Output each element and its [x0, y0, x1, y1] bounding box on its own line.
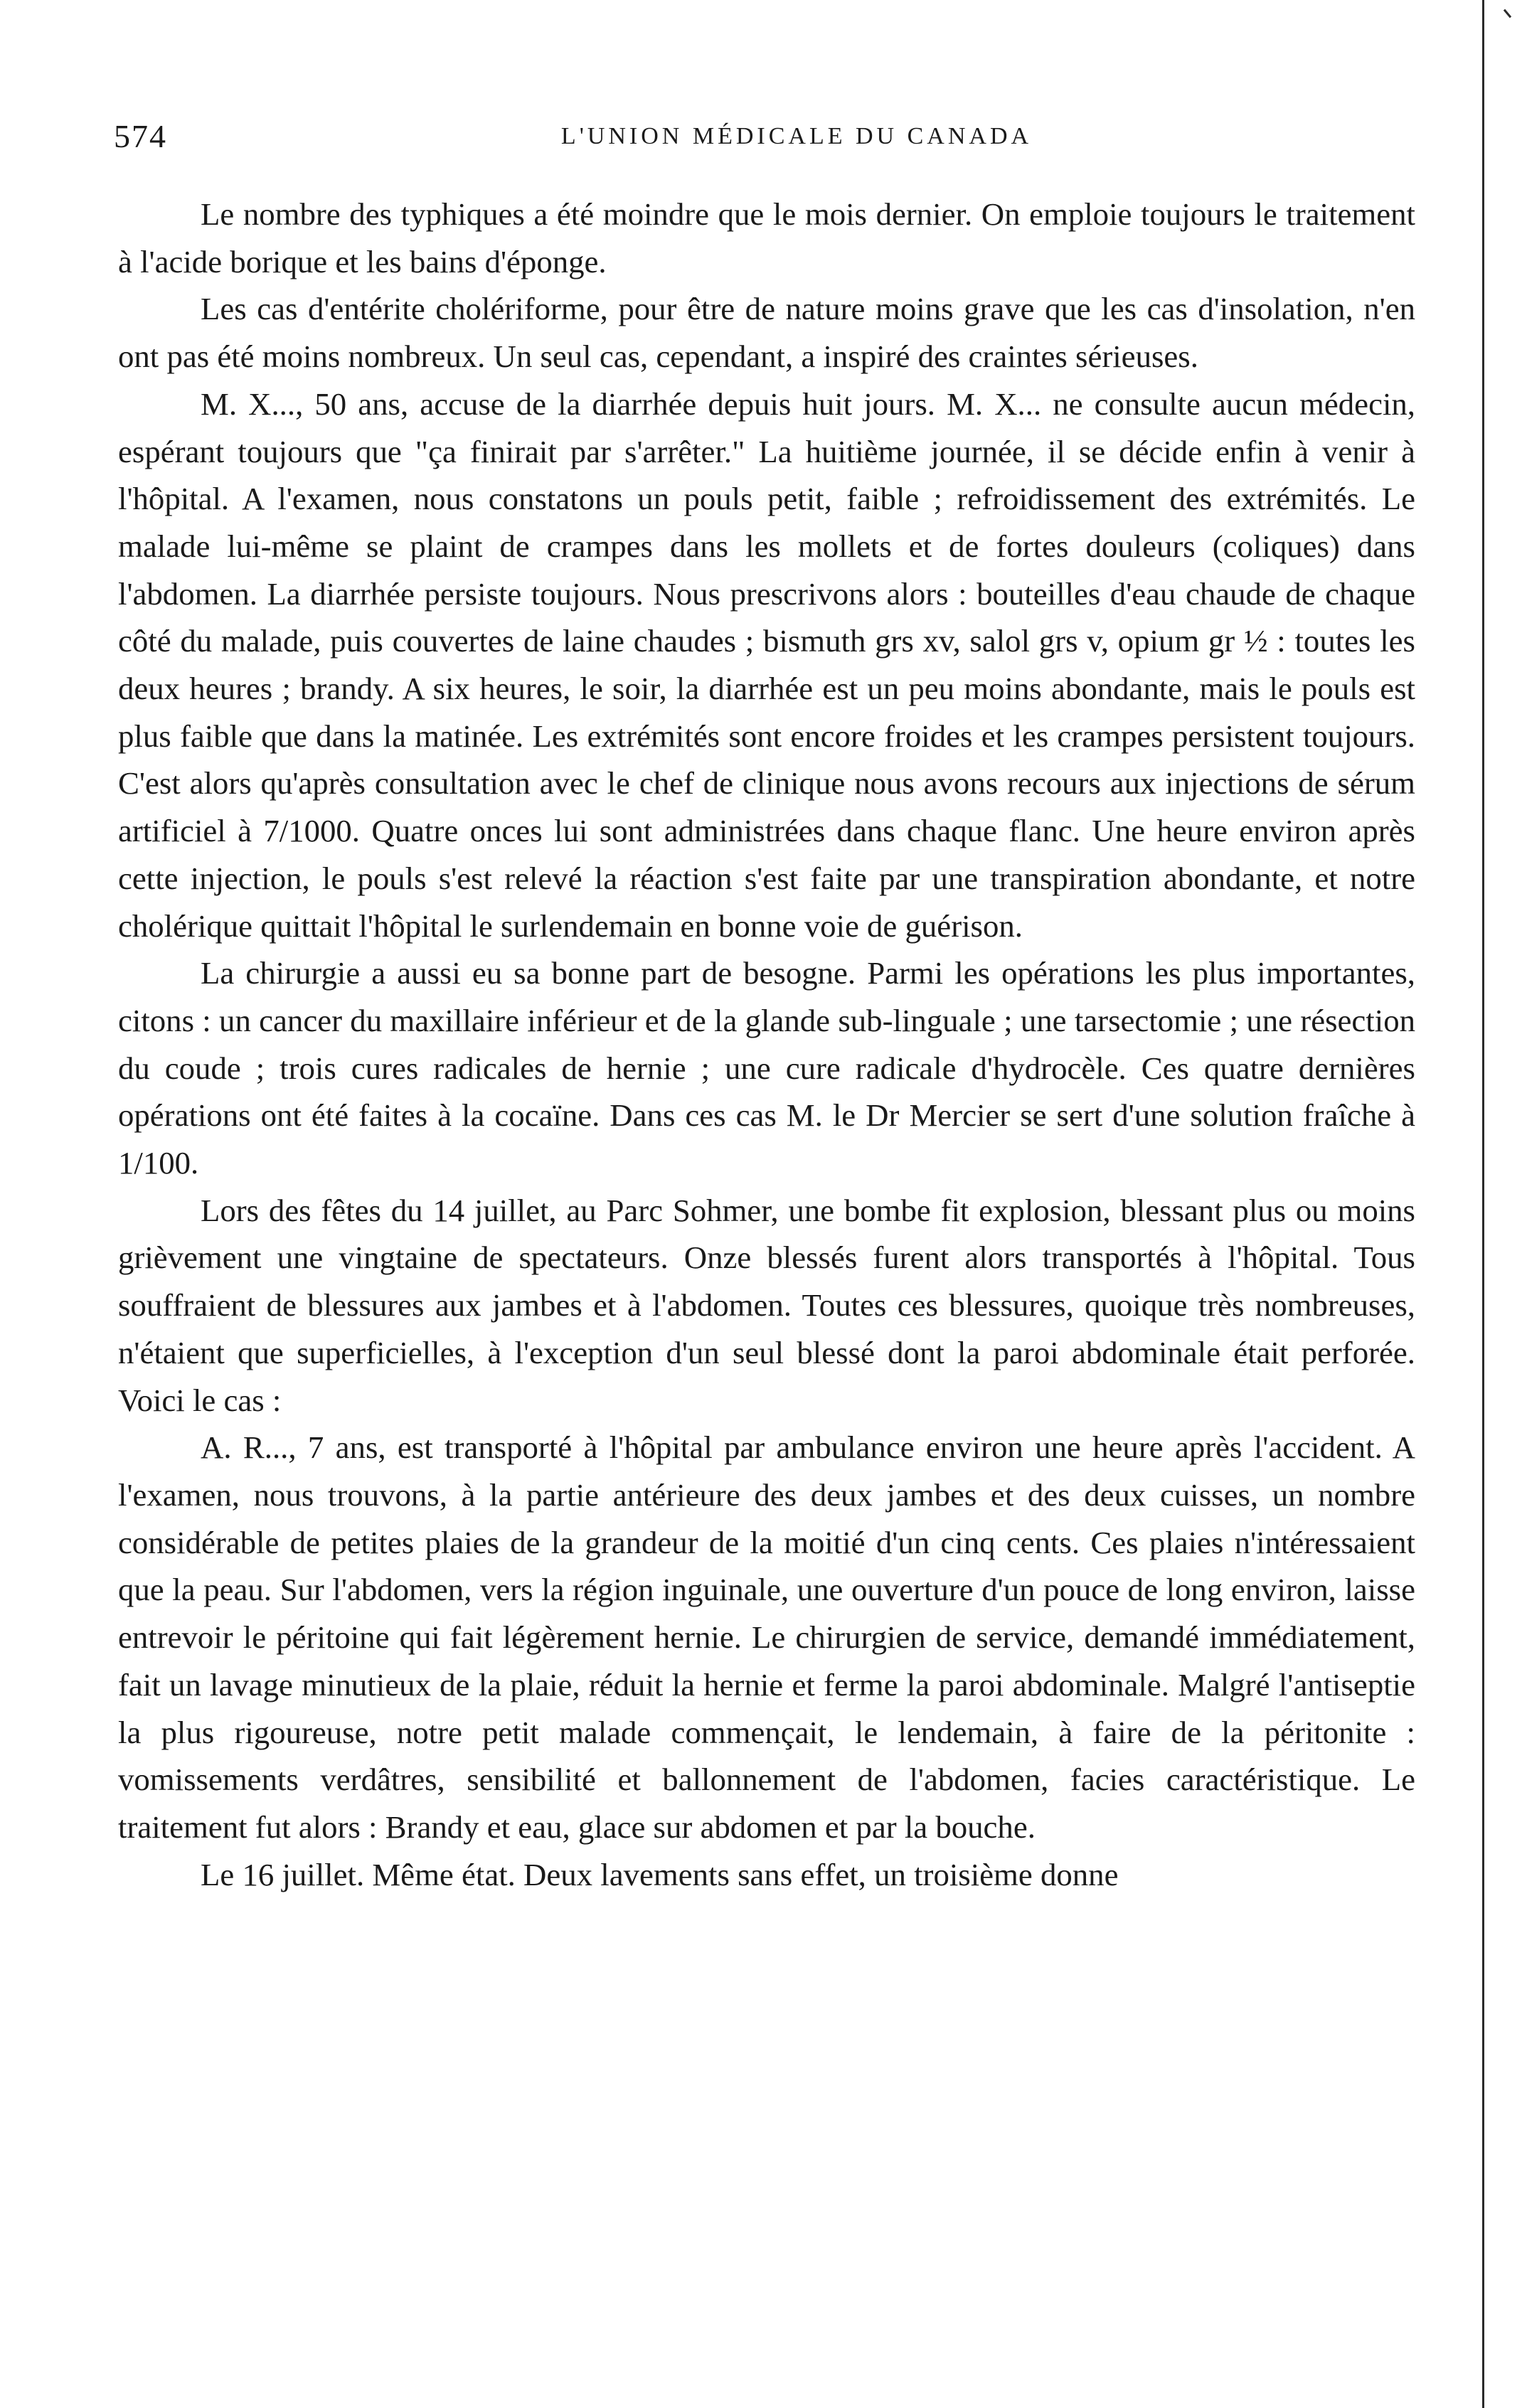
page-number: 574: [114, 118, 167, 154]
article-body: [118, 191, 1415, 1898]
paragraph: Les cas d'entérite cholériforme, pour être de nature moins grave que les cas d'insolation, n'en ont pas été moins nombreux. Un seul cas, cependant, a inspiré des craintes sérieuses.: [118, 291, 1415, 375]
paragraph: La chirurgie a aussi eu sa bonne part de besogne. Parmi les opérations les plus importantes, citons : un cancer du maxillaire inférieur et de la glande sub-linguale ; une tarsectomie ; une résection du coude ; trois cures radicales de hernie ; une cure radicale d'hydrocèle. Ces quatre dernières opérations ont été faites à la cocaïne. Dans ces cas M. le Dr Mercier se sert d'une solution fraîche à 1/100.: [118, 955, 1415, 1181]
page-edge-line: [1482, 0, 1484, 2408]
corner-mark: [1504, 9, 1511, 18]
running-head: L'UNION MÉDICALE DU CANADA: [560, 123, 1033, 149]
paragraph: Le nombre des typhiques a été moindre que le mois dernier. On emploie toujours le traitement à l'acide borique et les bains d'éponge.: [118, 196, 1415, 279]
page-header: [114, 115, 1422, 158]
paragraph: Le 16 juillet. Même état. Deux lavements sans effet, un troisième donne: [201, 1856, 1119, 1892]
paragraph: M. X..., 50 ans, accuse de la diarrhée depuis huit jours. M. X... ne consulte aucun médecin, espérant toujours que "ça finirait par s'arrêter." La huitième journée, il se décide enfin à venir à l'hôpital. A l'examen, nous constatons un pouls petit, faible ; refroidissement des extrémités. Le malade lui-même se plaint de crampes dans les mollets et de fortes douleurs (coliques) dans l'abdomen. La diarrhée persiste toujours. Nous prescrivons alors : bouteilles d'eau chaude de chaque côté du malade, puis couvertes de laine chaudes ; bismuth grs xv, salol grs v, opium gr ½ : toutes les deux heures ; brandy. A six heures, le soir, la diarrhée est un peu moins abondante, mais le pouls est plus faible que dans la matinée. Les extrémités sont encore froides et les crampes persistent toujours. C'est alors qu'après consultation avec le chef de clinique nous avons recours aux injections de sérum artificiel à 7/1000. Quatre onces lui sont administrées dans chaque flanc. Une heure environ après cette injection, le pouls s'est relevé la réaction s'est faite par une transpiration abondante, et notre cholérique quittait l'hôpital le surlendemain en bonne voie de guérison.: [118, 385, 1415, 944]
paragraph: A. R..., 7 ans, est transporté à l'hôpital par ambulance environ une heure après l'accident. A l'examen, nous trouvons, à la partie antérieure des deux jambes et des deux cuisses, un nombre considérable de petites plaies de la grandeur de la moitié d'un cinq cents. Ces plaies n'intéressaient que la peau. Sur l'abdomen, vers la région inguinale, une ouverture d'un pouce de long environ, laisse entrevoir le péritoine qui fait légèrement hernie. Le chirurgien de service, demandé immédiatement, fait un lavage minutieux de la plaie, réduit la hernie et ferme la paroi abdominale. Malgré l'antiseptie la plus rigoureuse, notre petit malade commençait, le lendemain, à faire de la péritonite : vomissements verdâtres, sensibilité et ballonnement de l'abdomen, facies caractéristique. Le traitement fut alors : Brandy et eau, glace sur abdomen et par la bouche.: [118, 1429, 1415, 1845]
paragraph: Lors des fêtes du 14 juillet, au Parc Sohmer, une bombe fit explosion, blessant plus ou moins grièvement une vingtaine de spectateurs. Onze blessés furent alors transportés à l'hôpital. Tous souffraient de blessures aux jambes et à l'abdomen. Toutes ces blessures, quoique très nombreuses, n'étaient que superficielles, à l'exception d'un seul blessé dont la paroi abdominale était perforée. Voici le cas :: [118, 1192, 1415, 1418]
